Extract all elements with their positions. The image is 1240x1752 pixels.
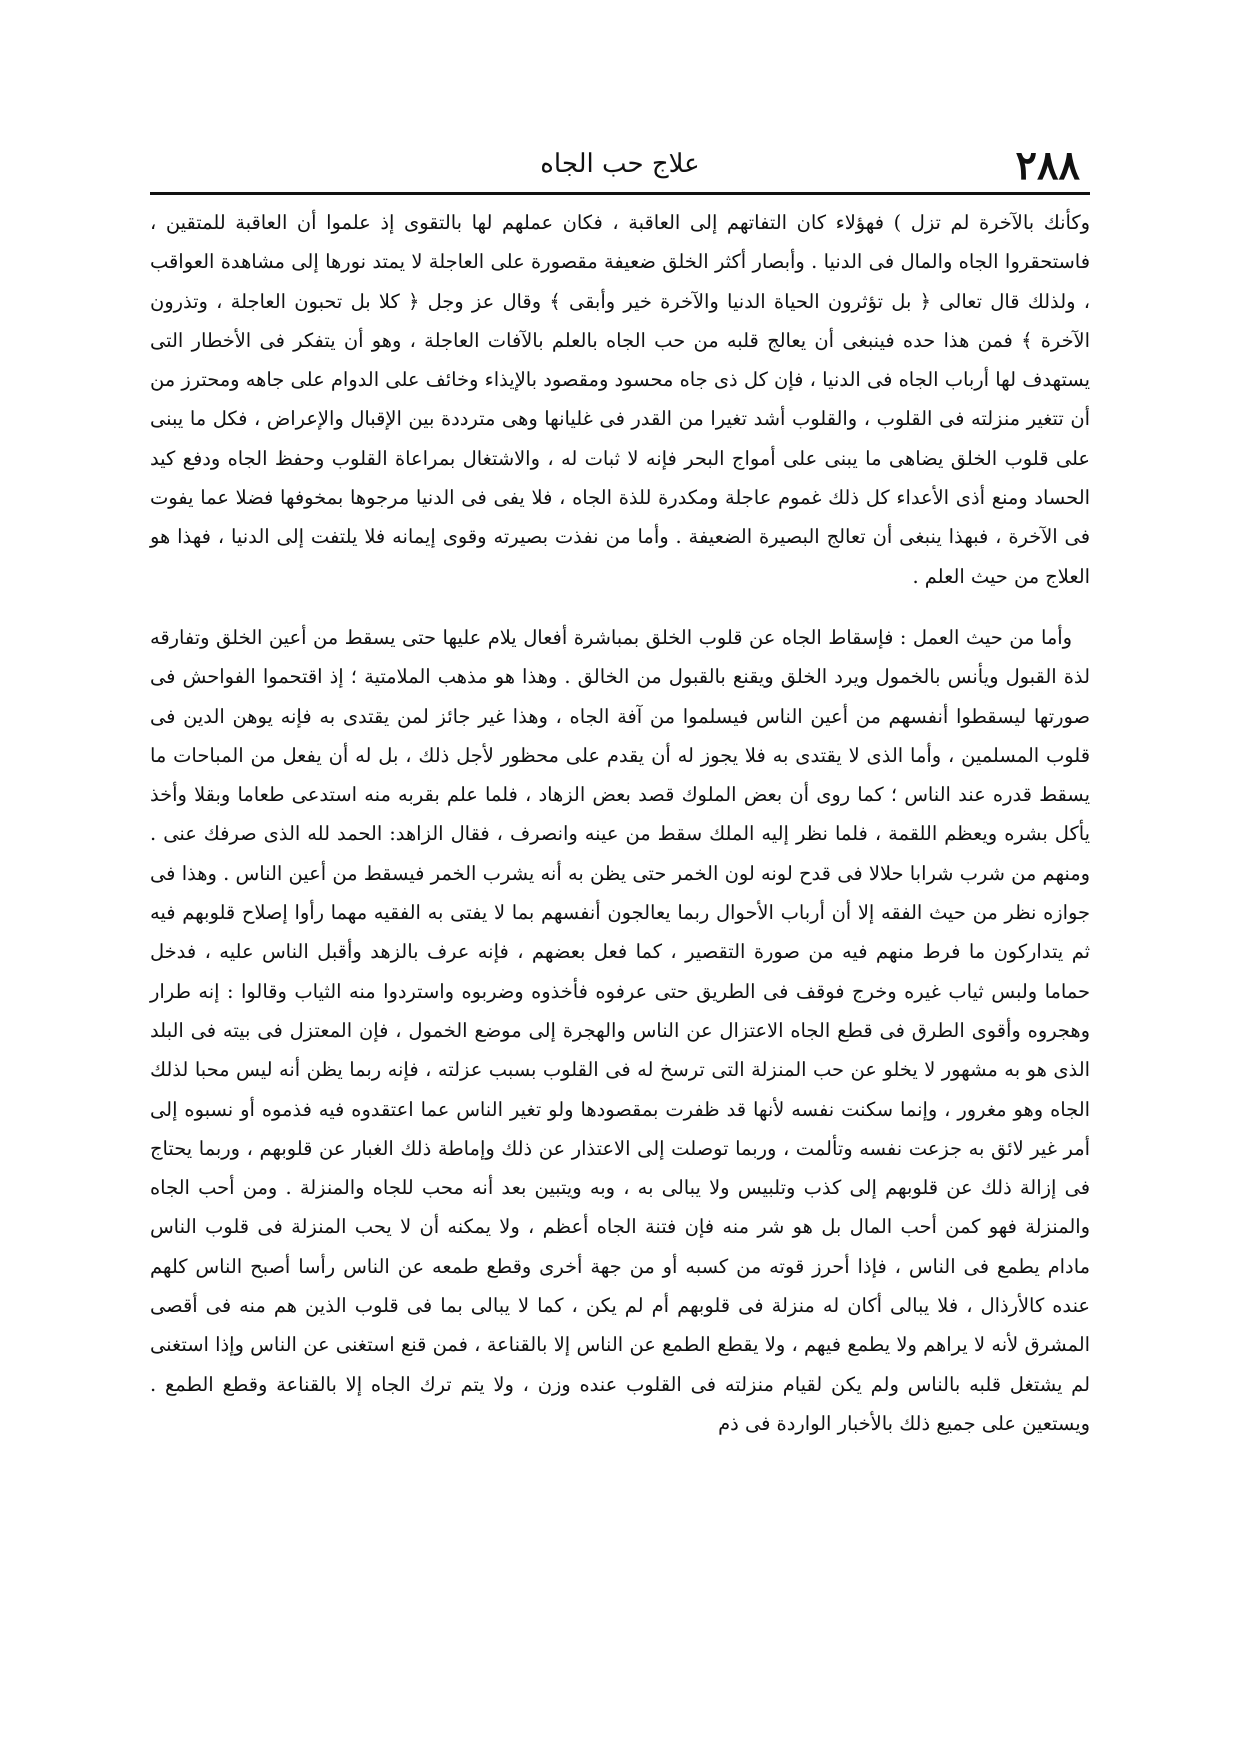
- body-text: [150, 203, 1090, 1443]
- running-title: علاج حب الجاه: [540, 149, 700, 179]
- page-header: [150, 140, 1090, 195]
- page-number: ٢٨٨: [1015, 142, 1080, 189]
- paragraph: وأما من حيث العمل : فإسقاط الجاه عن قلوب الخلق بمباشرة أفعال يلام عليها حتى يسقط من أعين الخلق وتفارقه لذة القبول ويأنس بالخمول ويرد الخلق ويقنع بالقبول من الخالق . وهذا هو مذهب الملامتية ؛ إذ اقتحموا الفواحش فى صورتها ليسقطوا أنفسهم من أعين الناس فيسلموا من آفة الجاه ، وهذا غير جائز لمن يقتدى به فإنه يوهن الدين فى قلوب المسلمين ، وأما الذى لا يقتدى به فلا يجوز له أن يقدم على محظور لأجل ذلك ، بل له أن يفعل من المباحات ما يسقط قدره عند الناس ؛ كما روى أن بعض الملوك قصد بعض الزهاد ، فلما علم بقربه منه استدعى طعاما وبقلا وأخذ يأكل بشره ويعظم اللقمة ، فلما نظر إليه الملك سقط من عينه وانصرف ، فقال الزاهد: الحمد لله الذى صرفك عنى . ومنهم من شرب شرابا حلالا فى قدح لونه لون الخمر حتى يظن به أنه يشرب الخمر فيسقط من أعين الناس . وهذا فى جوازه نظر من حيث الفقه إلا أن أرباب الأحوال ربما يعالجون أنفسهم بما لا يفتى به الفقيه مهما رأوا إصلاح قلوبهم فيه ثم يتداركون ما فرط منهم فيه من صورة التقصير ، كما فعل بعضهم ، فإنه عرف بالزهد وأقبل الناس عليه ، فدخل حماما ولبس ثياب غيره وخرج فوقف فى الطريق حتى عرفوه فأخذوه وضربوه واستردوا منه الثياب وقالوا : إنه طرار وهجروه وأقوى الطرق فى قطع الجاه الاعتزال عن الناس والهجرة إلى موضع الخمول ، فإن المعتزل فى بيته فى البلد الذى هو به مشهور لا يخلو عن حب المنزلة التى ترسخ له فى القلوب بسبب عزلته ، فإنه ربما يظن أنه ليس محبا لذلك الجاه وهو مغرور ، وإنما سكنت نفسه لأنها قد ظفرت بمقصودها ولو تغير الناس عما اعتقدوه فيه فذموه أو نسبوه إلى أمر غير لائق به جزعت نفسه وتألمت ، وربما توصلت إلى الاعتذار عن ذلك وإماطة ذلك الغبار عن قلوبهم ، وربما يحتاج فى إزالة ذلك عن قلوبهم إلى كذب وتلبيس ولا يبالى به ، وبه ويتبين بعد أنه محب للجاه والمنزلة . ومن أحب الجاه والمنزلة فهو كمن أحب المال بل هو شر منه فإن فتنة الجاه أعظم ، ولا يمكنه أن لا يحب المنزلة فى قلوب الناس مادام يطمع فى الناس ، فإذا أحرز قوته من كسبه أو من جهة أخرى وقطع طمعه عن الناس رأسا أصبح الناس كلهم عنده كالأرذال ، فلا يبالى أكان له منزلة فى قلوبهم أم لم يكن ، كما لا يبالى بما فى قلوب الذين هم منه فى أقصى المشرق لأنه لا يراهم ولا يطمع فيهم ، ولا يقطع الطمع عن الناس إلا بالقناعة ، فمن قنع استغنى عن الناس وإذا استغنى لم يشتغل قلبه بالناس ولم يكن لقيام منزلته فى القلوب عنده وزن ، ولا يتم ترك الجاه إلا بالقناعة وقطع الطمع . ويستعين على جميع ذلك بالأخبار الواردة فى ذم: [150, 625, 1090, 1435]
- paragraph: وكأنك بالآخرة لم تزل ) فهؤلاء كان التفاتهم إلى العاقبة ، فكان عملهم لها بالتقوى إذ علموا أن العاقبة للمتقين ، فاستحقروا الجاه والمال فى الدنيا . وأبصار أكثر الخلق ضعيفة مقصورة على العاجلة لا يمتد نورها إلى مشاهدة العواقب ، ولذلك قال تعالى ﴿ بل تؤثرون الحياة الدنيا والآخرة خير وأبقى ﴾ وقال عز وجل ﴿ كلا بل تحبون العاجلة ، وتذرون الآخرة ﴾ فمن هذا حده فينبغى أن يعالج قلبه من حب الجاه بالعلم بالآفات العاجلة ، وهو أن يتفكر فى الأخطار التى يستهدف لها أرباب الجاه فى الدنيا ، فإن كل ذى جاه محسود ومقصود بالإيذاء وخائف على الدوام على جاهه ومحترز من أن تتغير منزلته فى القلوب ، والقلوب أشد تغيرا من القدر فى غليانها وهى مترددة بين الإقبال والإعراض ، فكل ما يبنى على قلوب الخلق يضاهى ما يبنى على أمواج البحر فإنه لا ثبات له ، والاشتغال بمراعاة القلوب وحفظ الجاه ودفع كيد الحساد ومنع أذى الأعداء كل ذلك غموم عاجلة ومكدرة للذة الجاه ، فلا يفى فى الدنيا مرجوها بمخوفها فضلا عما يفوت فى الآخرة ، فبهذا ينبغى أن تعالج البصيرة الضعيفة . وأما من نفذت بصيرته وقوى إيمانه فلا يلتفت إلى الدنيا ، فهذا هو العلاج من حيث العلم .: [150, 211, 1090, 588]
- book-page: [150, 140, 1090, 1700]
